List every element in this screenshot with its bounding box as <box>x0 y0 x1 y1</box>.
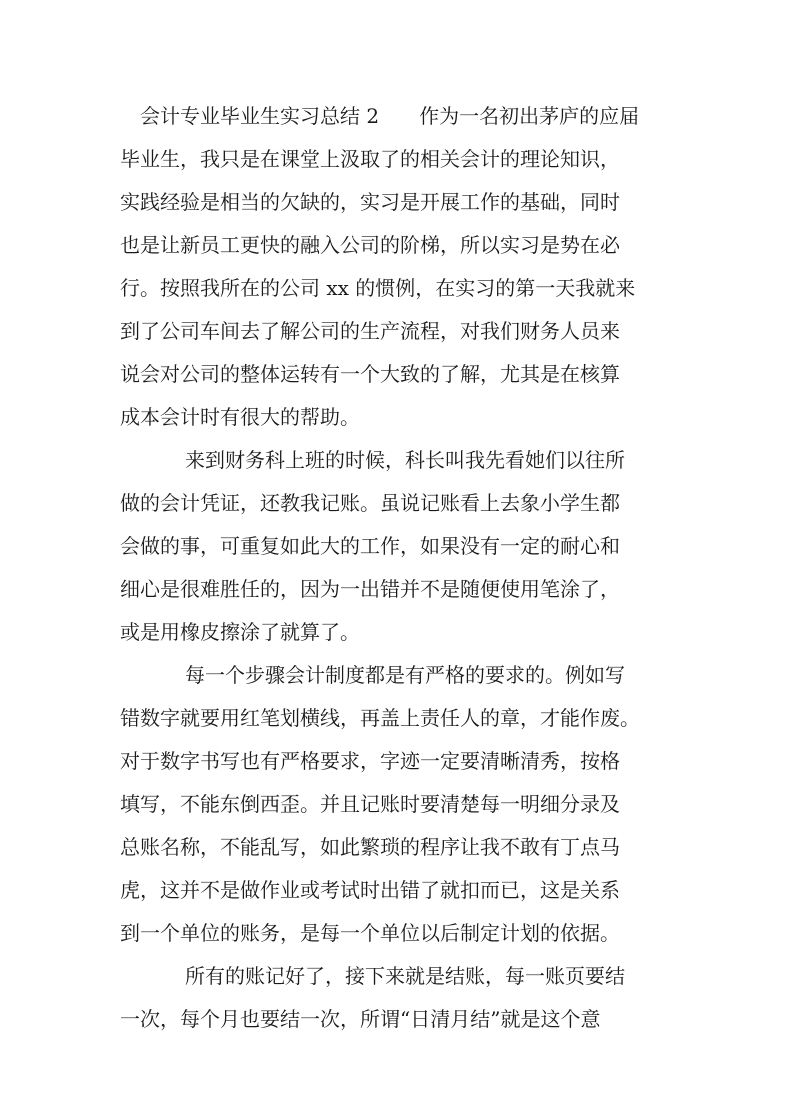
text-line-16: 对于数字书写也有严格要求，字迹一定要清晰清秀，按格 <box>120 749 620 773</box>
text-line-2: 毕业生，我只是在课堂上汲取了的相关会计的理论知识， <box>120 147 620 171</box>
text-line-11: 会做的事，可重复如此大的工作，如果没有一定的耐心和 <box>120 534 620 558</box>
text-line-4: 也是让新员工更快的融入公司的阶梯，所以实习是势在必 <box>120 233 620 257</box>
text-line-3: 实践经验是相当的欠缺的，实习是开展工作的基础，同时 <box>120 190 620 214</box>
text-line-8: 成本会计时有很大的帮助。 <box>120 405 360 429</box>
text-line-22: 一次，每个月也要结一次，所谓“日清月结”就是这个意 <box>120 1007 601 1031</box>
text-line-20: 到一个单位的账务，是每一个单位以后制定计划的依据。 <box>120 921 620 945</box>
text-line-5: 行。按照我所在的公司 xx 的惯例，在实习的第一天我就来 <box>120 276 636 300</box>
text-line-12: 细心是很难胜任的，因为一出错并不是随便使用笔涂了， <box>120 577 620 601</box>
text-line-6: 到了公司车间去了解公司的生产流程，对我们财务人员来 <box>120 319 620 343</box>
text-line-15: 错数字就要用红笔划横线，再盖上责任人的章，才能作废。 <box>120 706 640 730</box>
text-line-21: 所有的账记好了，接下来就是结账，每一账页要结 <box>185 964 625 988</box>
text-line-1: 会计专业毕业生实习总结 2 作为一名初出茅庐的应届 <box>140 104 640 128</box>
text-line-17: 填写，不能东倒西歪。并且记账时要清楚每一明细分录及 <box>120 792 620 816</box>
text-line-7: 说会对公司的整体运转有一个大致的了解，尤其是在核算 <box>120 362 620 386</box>
text-line-19: 虎，这并不是做作业或考试时出错了就扣而已，这是关系 <box>120 878 620 902</box>
text-line-18: 总账名称，不能乱写，如此繁琐的程序让我不敢有丁点马 <box>120 835 620 859</box>
text-line-14: 每一个步骤会计制度都是有严格的要求的。例如写 <box>185 663 625 687</box>
text-line-10: 做的会计凭证，还教我记账。虽说记账看上去象小学生都 <box>120 491 620 515</box>
text-line-13: 或是用橡皮擦涂了就算了。 <box>120 620 360 644</box>
text-line-9: 来到财务科上班的时候，科长叫我先看她们以往所 <box>185 448 625 472</box>
